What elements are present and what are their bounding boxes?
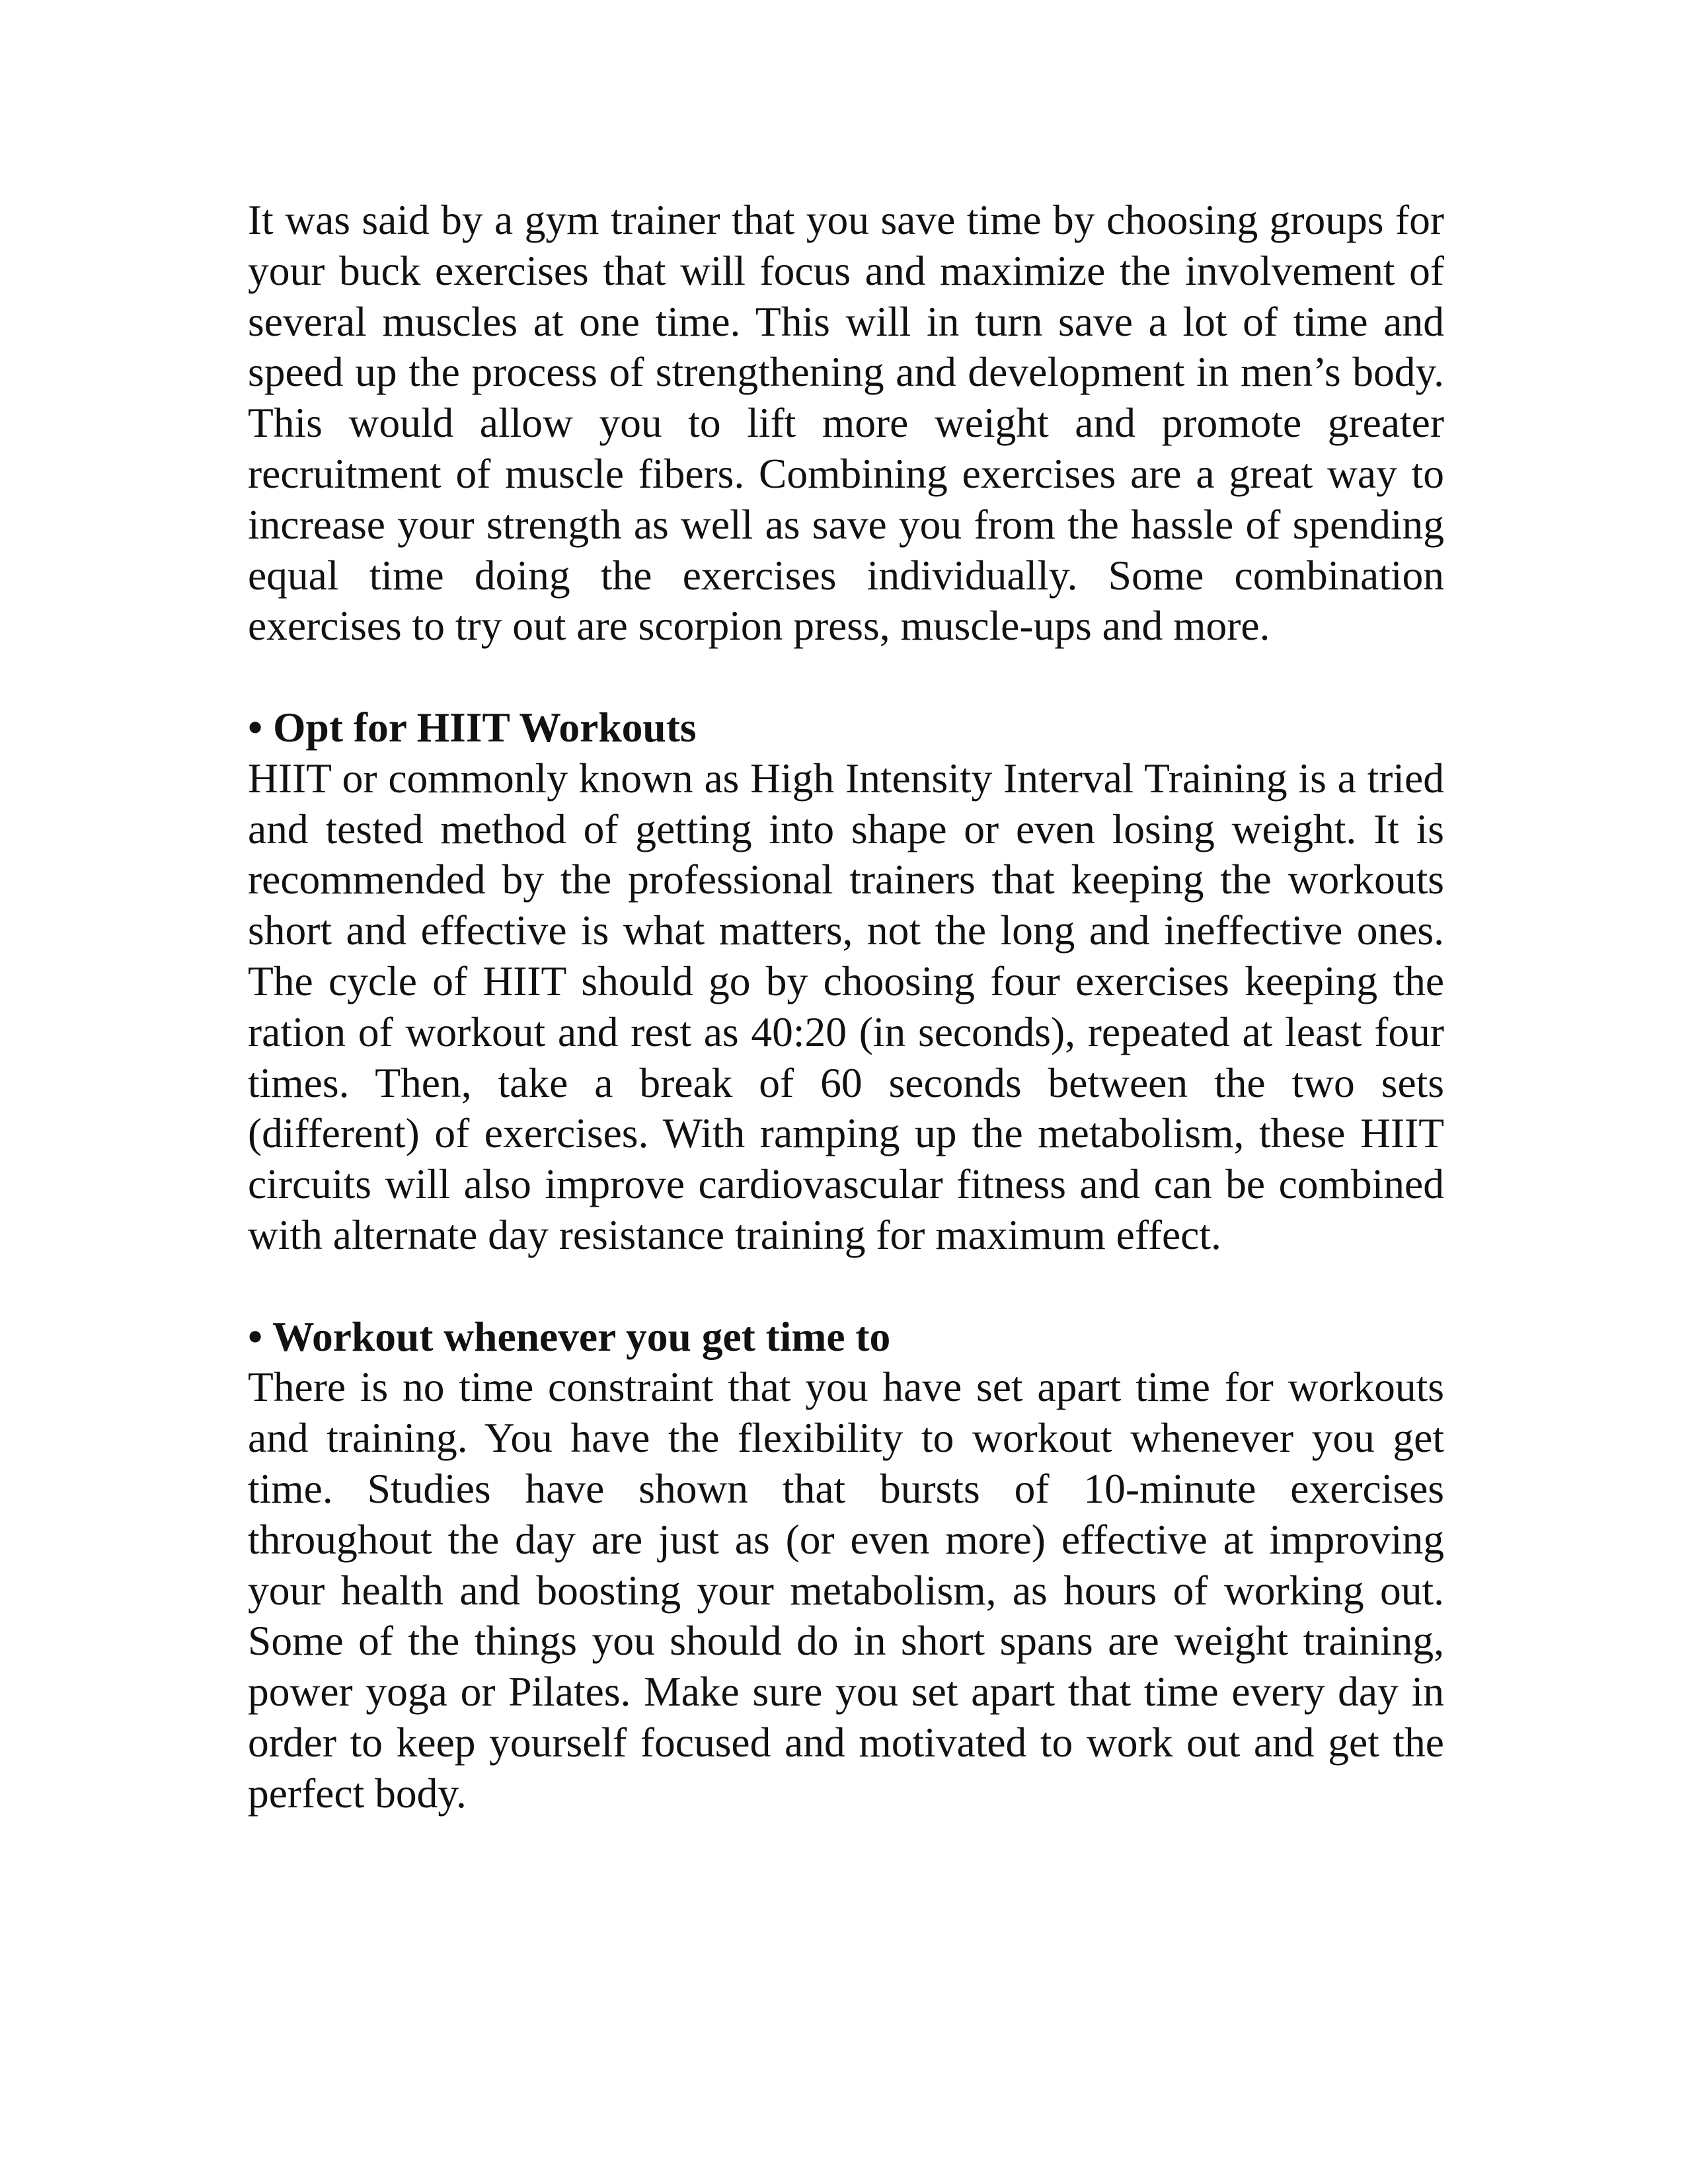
section-heading [248, 702, 1444, 753]
section-body: There is no time constraint that you have set apart time for workouts and training. You have the flexibility to workout whenever you get time. Studies have shown that bursts of 10-minute exercises throughout the day are just as (or even more) effective at improving your health and boosting your metabolism, as hours of working out. Some of the things you should do in short spans are weight training, power yoga or Pilates. Make sure you set apart that time every day in order to keep yourself focused and motivated to work out and get the perfect body. [248, 1363, 1444, 1817]
section-heading-text: Workout whenever you get time to [272, 1312, 891, 1360]
bullet-marker: • [248, 703, 263, 751]
bullet-marker: • [248, 1312, 263, 1360]
section-heading-text: Opt for HIIT Workouts [273, 703, 697, 751]
section-hiit [248, 702, 1444, 1261]
document-page [248, 195, 1444, 1819]
section-workout-anytime [248, 1312, 1444, 1819]
intro-paragraph: It was said by a gym trainer that you save time by choosing groups for your buck exercises that will focus and maximize the involvement of several muscles at one time. This will in turn save a lot of time and speed up the process of strengthening and development in men’s body. This would allow you to lift more weight and promote greater recruitment of muscle fibers. Combining exercises are a great way to increase your strength as well as save you from the hassle of spending equal time doing the exercises individually. Some combination exercises to try out are scorpion press, muscle-ups and more. [248, 196, 1444, 650]
section-heading [248, 1312, 1444, 1363]
section-body: HIIT or commonly known as High Intensity Interval Training is a tried and tested method of getting into shape or even losing weight. It is recommended by the professional trainers that keeping the workouts short and effective is what matters, not the long and ineffective ones. The cycle of HIIT should go by choosing four exercises keeping the ration of workout and rest as 40:20 (in seconds), repeated at least four times. Then, take a break of 60 seconds between the two sets (different) of exercises. With ramping up the metabolism, these HIIT circuits will also improve cardiovascular fitness and can be combined with alternate day resistance training for maximum effect. [248, 754, 1444, 1258]
